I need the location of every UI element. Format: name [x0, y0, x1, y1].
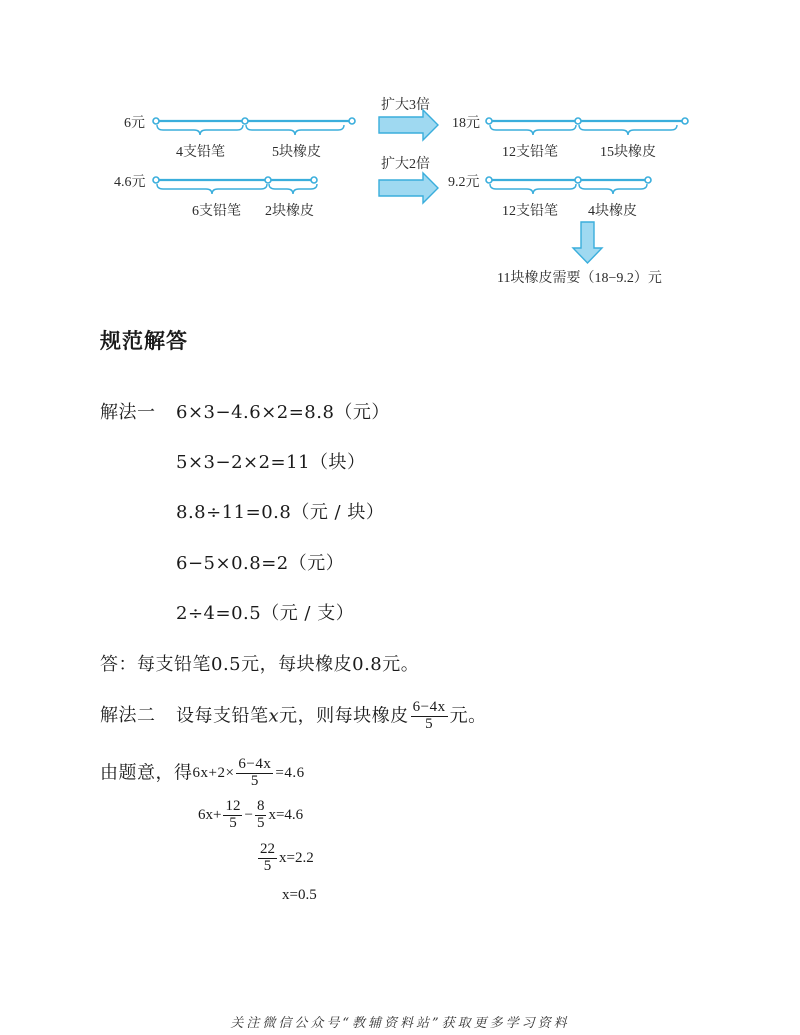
row2-arrow	[379, 173, 438, 203]
row1-left-node-start	[153, 118, 159, 124]
row1-left-node-end	[349, 118, 355, 124]
derive-label: 由题意，得	[100, 762, 193, 784]
row2-arrow-label: 扩大2倍	[381, 157, 430, 172]
row2-left-node-end	[311, 177, 317, 183]
row2-left-node-start	[153, 177, 159, 183]
row1-right-brace-1	[490, 125, 576, 135]
method1-step-5: 2÷4=0.5（元 / 支）	[176, 603, 355, 624]
method2-intro-before: 设每支铅笔	[176, 705, 269, 727]
fraction-denominator: 5	[229, 814, 237, 831]
row2-right-brace-1	[490, 184, 576, 194]
fraction-denominator: 5	[250, 772, 259, 789]
eq1-pre: 6x+2×	[192, 764, 235, 781]
eq2-mid: −	[244, 806, 253, 823]
row1-right-node-start	[486, 118, 492, 124]
method1-label: 解法一	[100, 402, 156, 423]
method1-step-2: 5×3−2×2=11（块）	[176, 452, 366, 473]
equation-2	[198, 799, 303, 832]
row2-right-seg1-label: 12支铅笔	[502, 204, 558, 219]
fraction-denominator: 5	[263, 857, 272, 874]
row2-left-seg2-label: 2块橡皮	[265, 204, 314, 219]
section-title: 规范解答	[100, 329, 188, 353]
method1-step-3: 8.8÷11=0.8（元 / 块）	[176, 502, 385, 523]
fraction-numerator: 8	[256, 798, 265, 814]
row1-left-total: 6元	[124, 116, 145, 131]
fraction-denominator: 5	[256, 814, 265, 831]
row1-arrow-label: 扩大3倍	[381, 98, 430, 113]
method2-intro	[100, 700, 487, 733]
row1-left-seg2-label: 5块橡皮	[272, 145, 321, 160]
row1-right-brace-2	[579, 125, 677, 135]
row2-left-node-mid	[265, 177, 271, 183]
row2-left-brace-2	[269, 184, 317, 194]
row1-right-total: 18元	[452, 116, 480, 131]
derive-line	[100, 757, 305, 790]
equation-4: x=0.5	[282, 887, 317, 903]
fraction-numerator: 12	[225, 798, 241, 814]
row1-right-node-end	[682, 118, 688, 124]
row2-right-brace-2	[579, 184, 647, 194]
footer-watermark: 关注微信公众号“教辅资料站”获取更多学习资料	[230, 1016, 570, 1031]
row2-right-node-start	[486, 177, 492, 183]
row1-left-brace-1	[157, 125, 243, 135]
eq1-fraction	[236, 757, 273, 790]
fraction-denominator: 5	[425, 715, 434, 732]
method2-intro-middle: 元，则每块橡皮	[279, 705, 409, 727]
row1-left-seg1-label: 4支铅笔	[176, 145, 225, 160]
equation-3	[256, 842, 314, 875]
eq2-fraction-2	[255, 799, 267, 832]
eq2-fraction-1	[223, 799, 242, 832]
eq2-pre: 6x+	[198, 806, 222, 823]
fraction-numerator: 6−4x	[238, 756, 272, 772]
row2-right-seg2-label: 4块橡皮	[588, 204, 637, 219]
line-segment-diagram	[0, 0, 800, 300]
method2-label: 解法二	[100, 705, 156, 727]
row1-arrow	[379, 110, 438, 140]
eq3-fraction	[258, 842, 277, 875]
fraction-numerator: 6−4x	[412, 699, 446, 715]
row2-right-total: 9.2元	[448, 175, 480, 190]
method1-step1-line	[100, 398, 390, 424]
row1-left-brace-2	[246, 125, 344, 135]
row1-left-node-mid	[242, 118, 248, 124]
row2-left-total: 4.6元	[114, 175, 146, 190]
down-arrow	[573, 222, 602, 263]
eraser-price-fraction	[411, 700, 448, 733]
method1-step-4: 6−5×0.8=2（元）	[176, 553, 345, 574]
eq3-post: x=2.2	[279, 849, 314, 866]
equation-1	[192, 756, 305, 789]
fraction-numerator: 22	[260, 841, 275, 857]
method2-intro-after: 元。	[449, 705, 487, 727]
row2-right-node-mid	[575, 177, 581, 183]
method1-step-1: 6×3−4.6×2=8.8（元）	[176, 402, 390, 423]
variable-x: x	[268, 705, 280, 727]
eq2-post: x=4.6	[268, 806, 304, 823]
method1-answer: 答：每支铅笔0.5元，每块橡皮0.8元。	[100, 654, 420, 675]
row1-right-seg1-label: 12支铅笔	[502, 145, 558, 160]
row2-left-brace-1	[157, 184, 267, 194]
row1-right-seg2-label: 15块橡皮	[600, 145, 656, 160]
row2-left-seg1-label: 6支铅笔	[192, 204, 241, 219]
conclusion-label: 11块橡皮需要（18−9.2）元	[497, 271, 662, 286]
eq1-post: =4.6	[275, 764, 305, 781]
row2-right-node-end	[645, 177, 651, 183]
row1-right-node-mid	[575, 118, 581, 124]
